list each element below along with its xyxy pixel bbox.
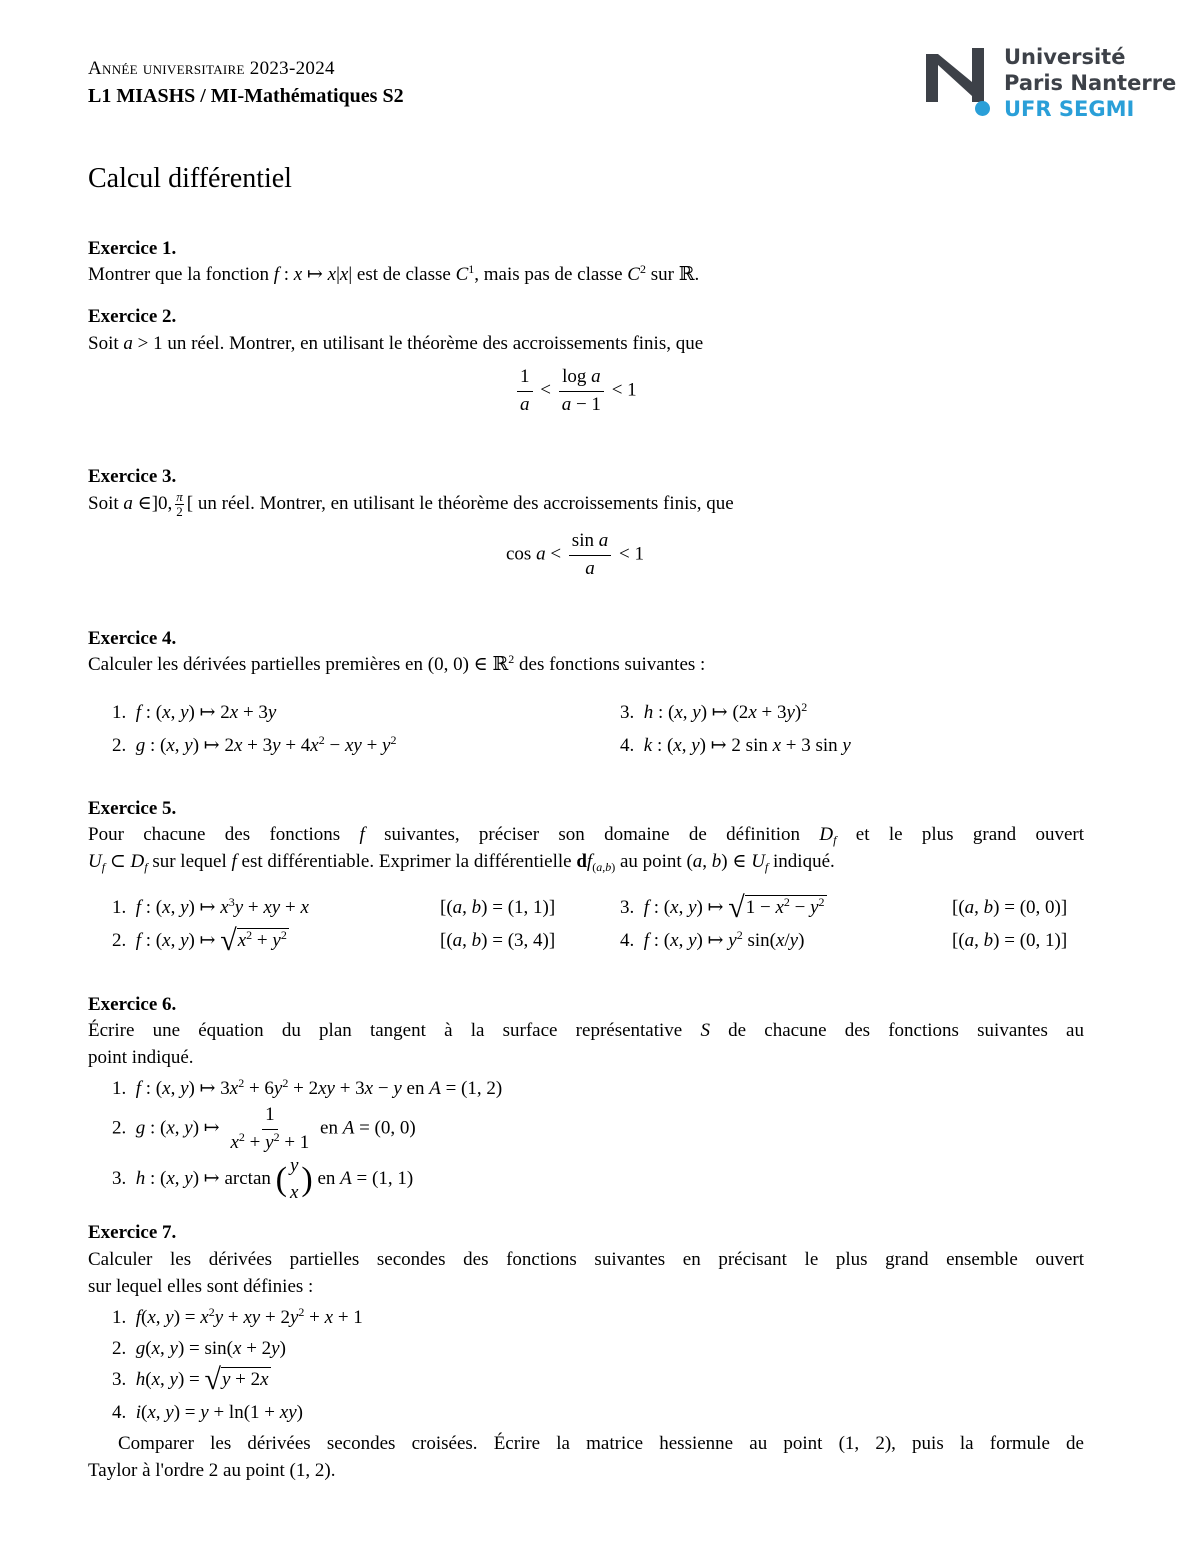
exercise-7-line-1: Calculer les dérivées partielles secondes des fonctions suivantes en précisant le plus grand ensemble ouvert xyxy=(88,1249,1084,1270)
exercise-2-heading: Exercice 2. xyxy=(88,306,177,327)
exercise-5-point-2: [(a, b) = (3, 4)] xyxy=(440,930,556,951)
exercise-7-final-line-2: Taylor à l'ordre 2 au point (1, 2). xyxy=(88,1460,336,1481)
exercise-5-point-3: [(a, b) = (0, 0)] xyxy=(952,897,1068,918)
exercise-5-point-1: [(a, b) = (1, 1)] xyxy=(440,897,556,918)
logo-line-universite: Université xyxy=(1004,45,1126,69)
exercise-4-item-1: 1. f : (x, y) ↦ 2x + 3y xyxy=(112,702,277,723)
logo-dot-icon xyxy=(975,101,990,116)
exercise-4-item-2: 2. g : (x, y) ↦ $2x + 3y + 4x^2$ − xy + $y^2$ xyxy=(112,733,397,756)
exercise-6-item-1: 1. f : (x, y) ↦ $3x^2 + 6y^2 + 2xy + 3x - y$ en A = (1, 2) xyxy=(112,1076,503,1099)
exercise-7-final-line-1: Comparer les dérivées secondes croisées. Écrire la matrice hessienne au point (1, 2), puis la formule de xyxy=(118,1433,1084,1454)
exercise-7-item-4: 4. i(x, y) = y + ln(1 + xy) xyxy=(112,1402,303,1423)
exercise-6-heading: Exercice 6. xyxy=(88,994,177,1015)
exercise-7-item-3: 3. h(x, y) = √y + 2x xyxy=(112,1363,269,1396)
exercise-7-line-2: sur lequel elles sont définies : xyxy=(88,1276,314,1297)
exercise-5-line-1: Pour chacune des fonctions f suivantes, préciser son domaine de définition $D_f$ et le plus grand ouvert xyxy=(88,824,1085,847)
exercise-5-heading: Exercice 5. xyxy=(88,798,177,819)
exercise-5-line-2: $U_f$ ⊂ $D_f$ sur lequel f est différentiable. Exprimer la différentielle $df_{(a,b)}$ au point (a, b) ∈ $U_f$ indiqué. xyxy=(88,851,835,874)
exercise-1-heading: Exercice 1. xyxy=(88,238,177,259)
academic-year: Année universitaire 2023-2024 xyxy=(88,58,335,79)
exercise-5-point-4: [(a, b) = (0, 1)] xyxy=(952,930,1068,951)
exercise-5-item-2: 2. f : (x, y) ↦ $√x^2 + y^2$ xyxy=(112,924,287,957)
exercise-6-line-1: Écrire une équation du plan tangent à la surface représentative S de chacune des fonctions suivantes au xyxy=(88,1020,1084,1041)
exercise-3-inequality: cos a < $\frac{\text{sin a}}{a}$ < 1 xyxy=(506,530,644,579)
exercise-7-item-1: 1. f(x, $y) = x^2y$ + xy + $2y^2 + x + 1$ xyxy=(112,1305,363,1328)
exercise-6-item-2: 2. g : (x, y) ↦ $\frac{1}{x^2 + y^2 + 1}$ en A = (0, 0) xyxy=(112,1104,416,1153)
exercise-5-item-1: 1. f : (x, y) ↦ $x^3y$ + xy + x xyxy=(112,895,309,918)
exercise-4-text: Calculer les dérivées partielles premières en (0, 0) ∈ ℝ$^2$ des fonctions suivantes : xyxy=(88,652,706,675)
nanterre-n-icon xyxy=(924,46,994,104)
exercise-6-item-3: 3. h : (x, y) ↦ arctan ( y x ) en A = (1, 1) xyxy=(112,1155,414,1203)
exercise-7-item-2: 2. g(x, y) = sin(x + 2y) xyxy=(112,1338,286,1359)
exercise-6-line-2: point indiqué. xyxy=(88,1047,194,1068)
logo-line-ufr: UFR SEGMI xyxy=(1004,97,1135,121)
exercise-1-text: Montrer que la fonction f : x ↦ x|x| est de classe $C^1$, mais pas de classe $C^2$ sur ℝ. xyxy=(88,262,700,285)
exercise-4-item-4: 4. k : (x, y) ↦ 2 sin x + 3 sin y xyxy=(620,735,851,756)
logo-line-paris-nanterre: Paris Nanterre xyxy=(1004,71,1177,95)
exercise-3-heading: Exercice 3. xyxy=(88,466,177,487)
exercise-4-heading: Exercice 4. xyxy=(88,628,177,649)
course-name: L1 MIASHS / MI-Mathématiques S2 xyxy=(88,85,404,107)
exercise-7-heading: Exercice 7. xyxy=(88,1222,177,1243)
exercise-5-item-3: 3. f : (x, y) ↦ $√1 - x^2 - y^2$ xyxy=(620,891,825,924)
exercise-2-inequality: $\frac{1}{a}$ < $\frac{\text{log a}}{a - 1}$ < 1 xyxy=(514,366,637,416)
exercise-5-item-4: 4. f : (x, y) ↦ $y^2$ sin(x/y) xyxy=(620,928,805,951)
exercise-2-text: Soit a > 1 un réel. Montrer, en utilisant le théorème des accroissements finis, que xyxy=(88,333,704,354)
page-title: Calcul différentiel xyxy=(88,163,292,194)
exercise-4-item-3: 3. h : (x, y) ↦ $(2x + 3y)^2$ xyxy=(620,700,808,723)
exercise-3-text: Soit a ∈]0, $\frac{\pi}{2}$ [ un réel. Montrer, en utilisant le théorème des accroissements finis, que xyxy=(88,489,734,519)
